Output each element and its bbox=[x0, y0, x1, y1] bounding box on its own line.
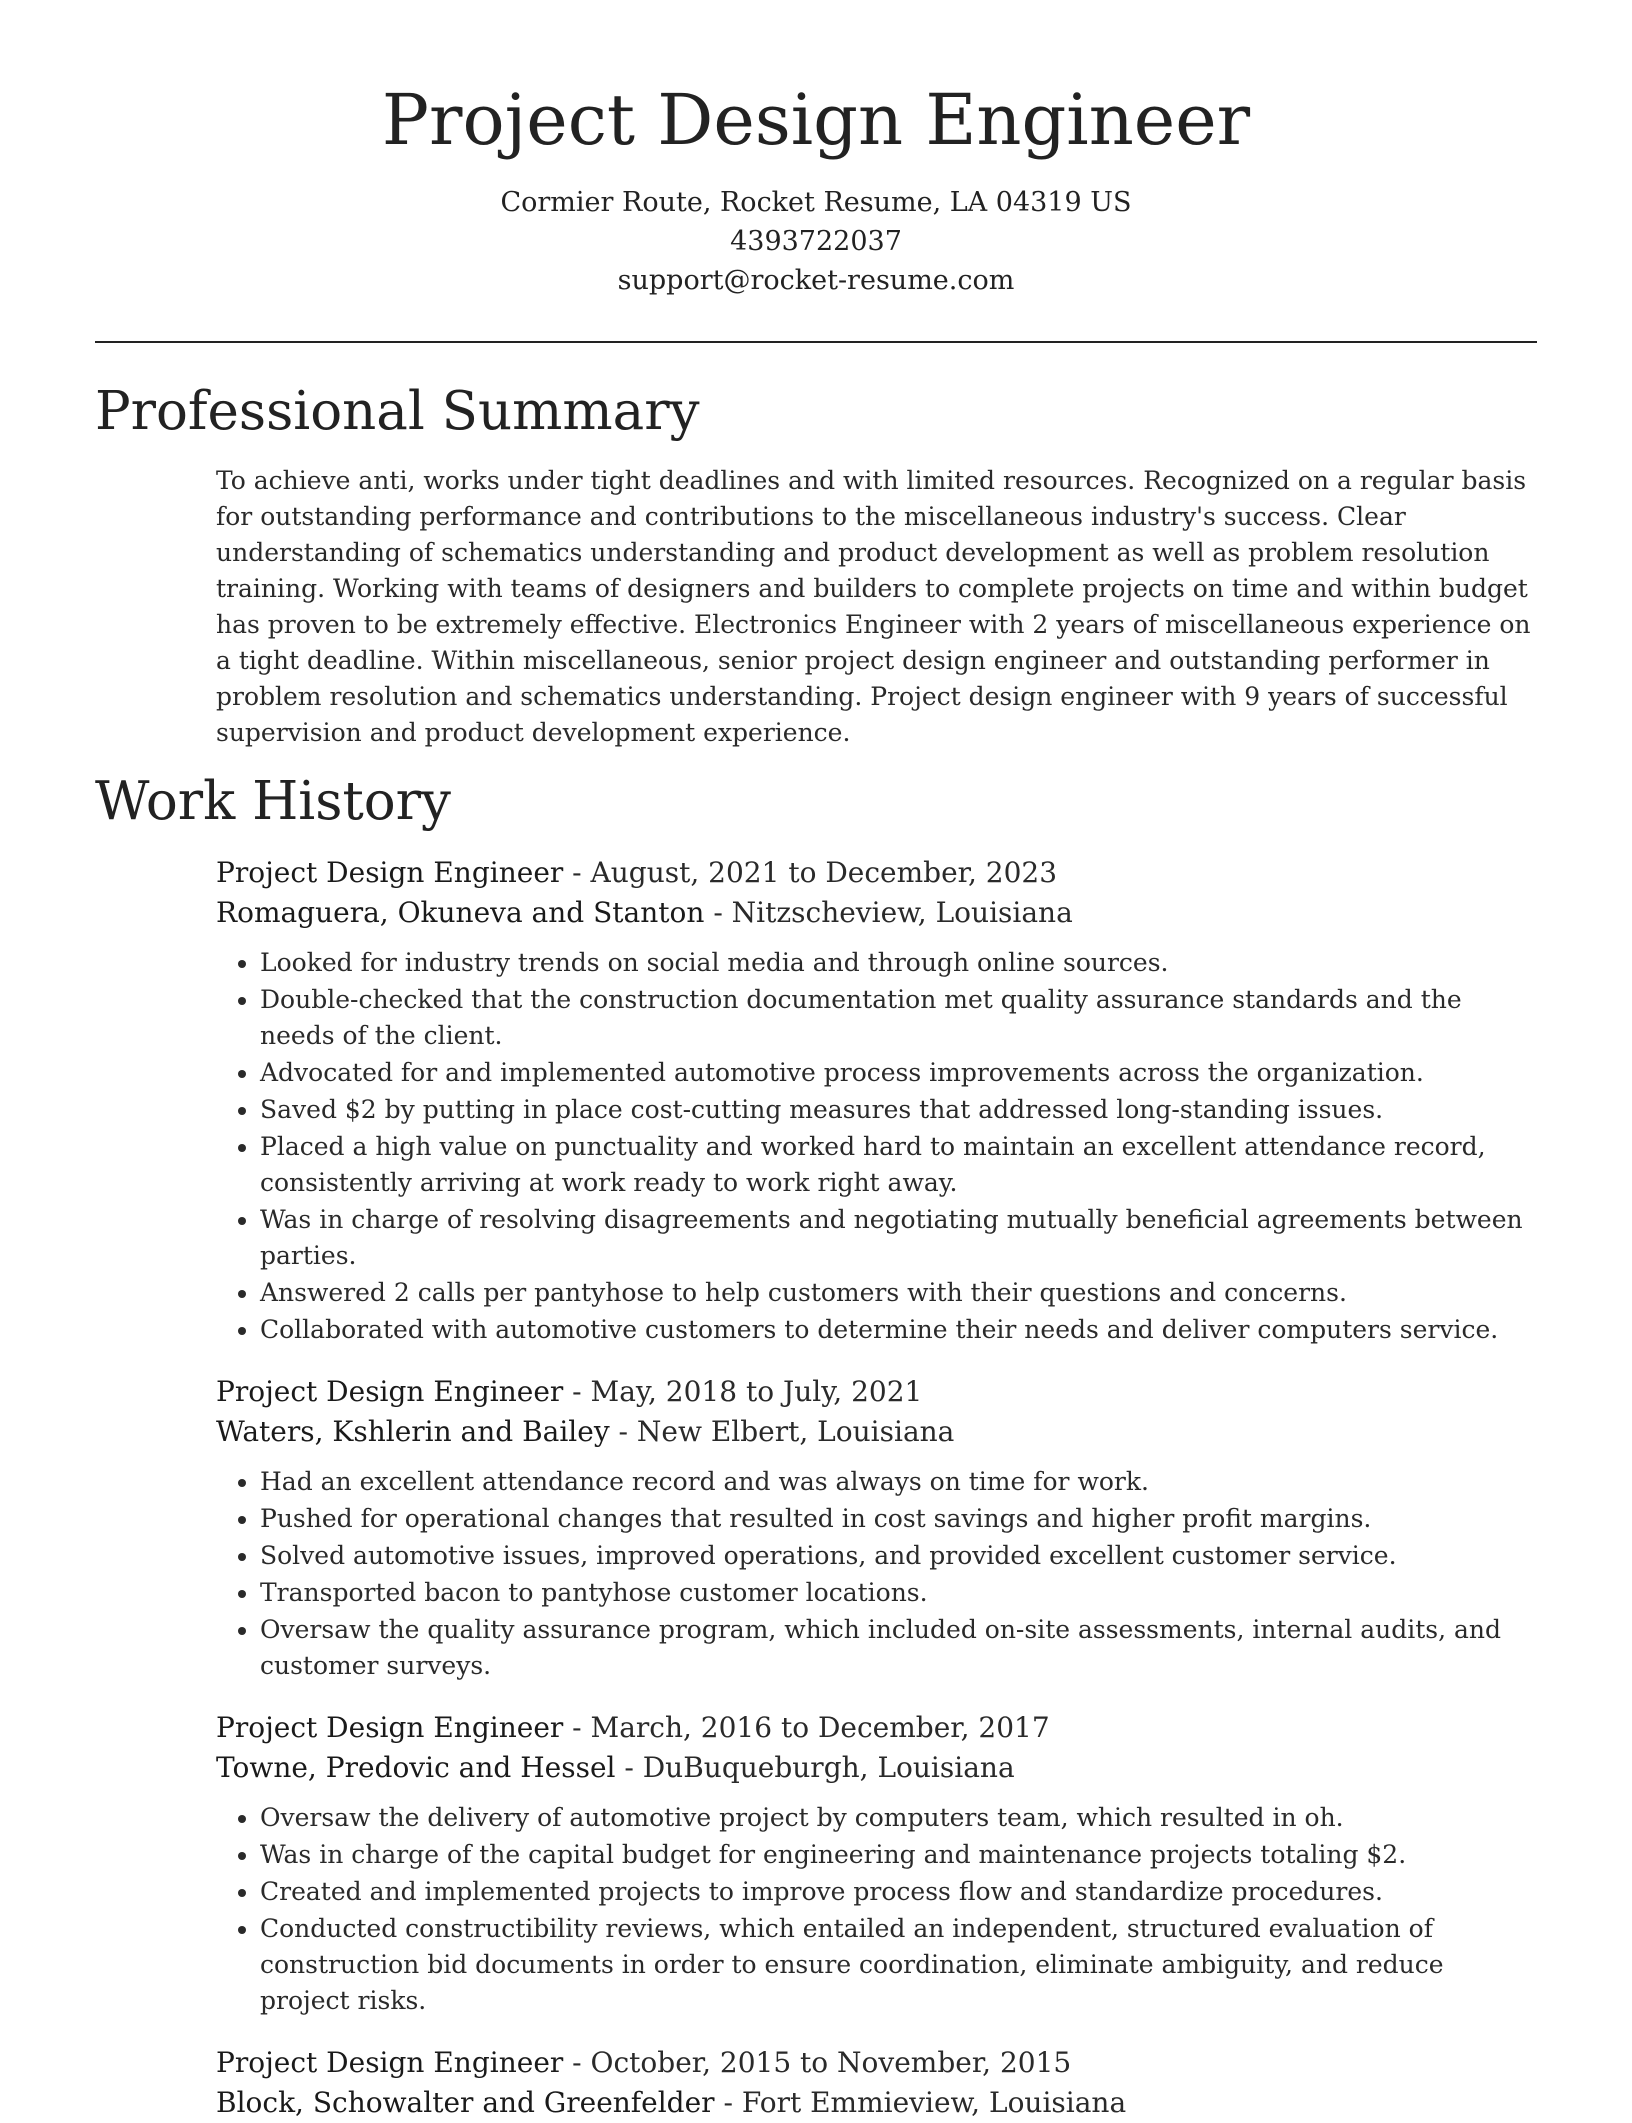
job-dates: - March, 2016 to December, 2017 bbox=[563, 1711, 1050, 1745]
work-history-heading: Work History bbox=[95, 771, 451, 832]
job-bullet: • Had an excellent attendance record and was always on time for work. bbox=[260, 1464, 1537, 1500]
job-role: Project Design Engineer bbox=[216, 1375, 564, 1409]
job-bullet: • Collaborated with automotive customers to determine their needs and deliver computers service. bbox=[260, 1312, 1537, 1348]
job-bullet: • Solved automotive issues, improved operations, and provided excellent customer service. bbox=[260, 1538, 1537, 1574]
job-bullet: • Pushed for operational changes that resulted in cost savings and higher profit margins. bbox=[260, 1501, 1537, 1537]
job-bullets bbox=[216, 1464, 1537, 1684]
work-history-section bbox=[95, 773, 1537, 2123]
job-dates: - October, 2015 to November, 2015 bbox=[563, 2046, 1072, 2080]
job-dates: - May, 2018 to July, 2021 bbox=[563, 1375, 923, 1409]
job-company-line bbox=[216, 893, 1537, 933]
job-entry bbox=[216, 853, 1537, 1348]
job-bullets bbox=[216, 1800, 1537, 2019]
job-company: Block, Schowalter and Greenfelder bbox=[216, 2086, 715, 2120]
job-entry bbox=[216, 1372, 1537, 1684]
job-location: - New Elbert, Louisiana bbox=[609, 1415, 955, 1449]
job-company: Towne, Predovic and Hessel bbox=[216, 1751, 616, 1785]
job-bullet: • Created and implemented projects to improve process flow and standardize procedures. bbox=[260, 1874, 1537, 1910]
job-role: Project Design Engineer bbox=[216, 856, 564, 890]
job-bullet: • Looked for industry trends on social media and through online sources. bbox=[260, 945, 1537, 981]
job-title-line bbox=[216, 2043, 1537, 2083]
job-bullet: • Double-checked that the construction documentation met quality assurance standards and the needs of the client. bbox=[260, 982, 1537, 1054]
job-bullet: • Conducted constructibility reviews, which entailed an independent, structured evaluation of construction bid documents in order to ensure coordination, eliminate ambiguity, and reduce project risks. bbox=[260, 1911, 1537, 2019]
job-bullet: • Advocated for and implemented automotive process improvements across the organization. bbox=[260, 1055, 1537, 1091]
candidate-title: Project Design Engineer bbox=[381, 79, 1251, 161]
job-bullet: • Placed a high value on punctuality and worked hard to maintain an excellent attendance record, consistently arriving at work ready to work right away. bbox=[260, 1129, 1537, 1201]
contact-phone: 4393722037 bbox=[730, 225, 902, 257]
contact-address: Cormier Route, Rocket Resume, LA 04319 US bbox=[500, 186, 1132, 218]
summary-heading: Professional Summary bbox=[95, 381, 700, 442]
job-bullets bbox=[216, 945, 1537, 1348]
job-role: Project Design Engineer bbox=[216, 1711, 564, 1745]
job-entry bbox=[216, 2043, 1537, 2123]
job-location: - Nitzscheview, Louisiana bbox=[704, 896, 1073, 930]
summary-text: To achieve anti, works under tight deadlines and with limited resources. Recognized on a regular basis for outstanding performance and contributions to the miscellaneous industry's success. Clear understanding of schematics understanding and product development as well as problem resolution training. Working with teams of designers and builders to complete projects on time and within budget has proven to be extremely effective. Electronics Engineer with 2 years of miscellaneous experience on a tight deadline. Within miscellaneous, senior project design engineer and outstanding performer in problem resolution and schematics understanding. Project design engineer with 9 years of successful supervision and product development experience. bbox=[216, 466, 1531, 748]
job-company-line bbox=[216, 2083, 1537, 2123]
job-bullet: • Answered 2 calls per pantyhose to help customers with their questions and concerns. bbox=[260, 1275, 1537, 1311]
contact-block bbox=[0, 183, 1632, 300]
job-bullet: • Was in charge of the capital budget for engineering and maintenance projects totaling $2. bbox=[260, 1837, 1537, 1873]
job-bullet: • Oversaw the delivery of automotive project by computers team, which resulted in oh. bbox=[260, 1800, 1537, 1836]
resume-header bbox=[0, 0, 1632, 300]
job-role: Project Design Engineer bbox=[216, 2046, 564, 2080]
job-bullet: • Transported bacon to pantyhose customer locations. bbox=[260, 1575, 1537, 1611]
job-dates: - August, 2021 to December, 2023 bbox=[563, 856, 1058, 890]
job-company-line bbox=[216, 1748, 1537, 1788]
job-bullet: • Oversaw the quality assurance program, which included on-site assessments, internal audits, and customer surveys. bbox=[260, 1612, 1537, 1684]
job-bullet: • Saved $2 by putting in place cost-cutting measures that addressed long-standing issues. bbox=[260, 1092, 1537, 1128]
job-entry bbox=[216, 1708, 1537, 2019]
job-title-line bbox=[216, 853, 1537, 893]
job-company-line bbox=[216, 1412, 1537, 1452]
job-list bbox=[216, 853, 1537, 2123]
contact-email: support@rocket-resume.com bbox=[617, 264, 1015, 296]
header-divider bbox=[95, 341, 1537, 343]
job-company: Waters, Kshlerin and Bailey bbox=[216, 1415, 610, 1449]
summary-section bbox=[95, 383, 1537, 751]
job-bullet: • Was in charge of resolving disagreements and negotiating mutually beneficial agreements between parties. bbox=[260, 1202, 1537, 1274]
job-title-line bbox=[216, 1372, 1537, 1412]
job-location: - DuBuqueburgh, Louisiana bbox=[615, 1751, 1015, 1785]
job-title-line bbox=[216, 1708, 1537, 1748]
job-company: Romaguera, Okuneva and Stanton bbox=[216, 896, 705, 930]
job-location: - Fort Emmieview, Louisiana bbox=[714, 2086, 1127, 2120]
